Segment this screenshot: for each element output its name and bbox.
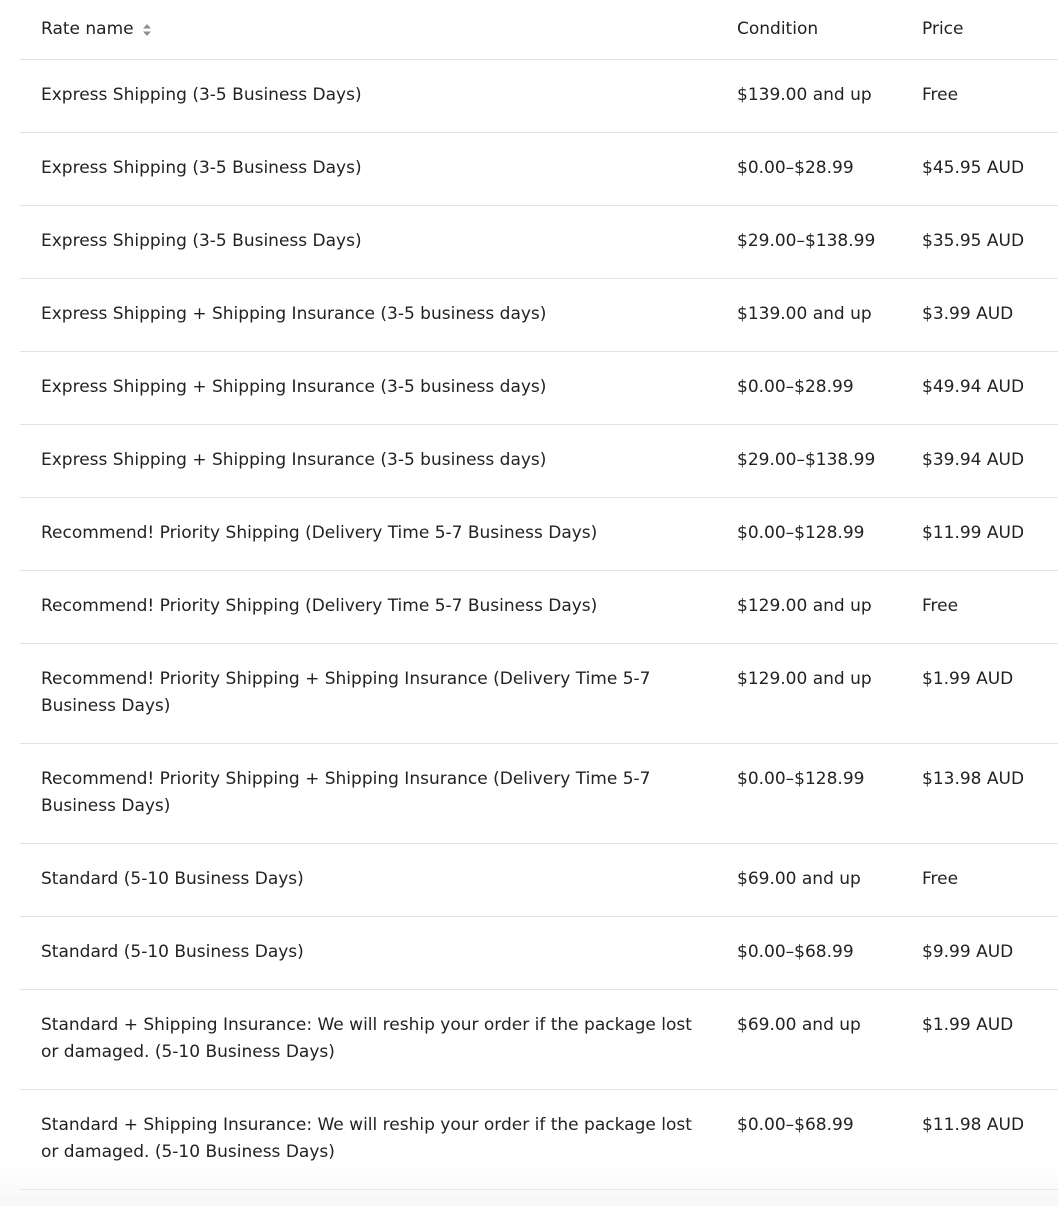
price-cell: $49.94 AUD [922,377,1025,397]
condition-cell: $139.00 and up [737,85,872,105]
condition-cell: $69.00 and up [737,869,861,889]
condition-cell: $0.00–$128.99 [737,769,865,789]
price-cell: $11.99 AUD [922,523,1025,543]
rate-name-cell: Express Shipping + Shipping Insurance (3-5 business days) [41,450,547,470]
condition-cell: $0.00–$128.99 [737,523,865,543]
condition-cell: $69.00 and up [737,1015,861,1035]
rate-name-header[interactable] [20,16,715,43]
table-row[interactable] [20,60,1058,133]
shipping-rates-table [20,0,1058,1190]
price-cell: $39.94 AUD [922,450,1025,470]
condition-cell: $29.00–$138.99 [737,231,876,251]
condition-cell: $0.00–$28.99 [737,158,854,178]
rate-name-cell: Standard (5-10 Business Days) [41,869,304,889]
condition-header: Condition [737,19,819,39]
table-row[interactable] [20,206,1058,279]
condition-cell: $29.00–$138.99 [737,450,876,470]
rate-name-cell: Express Shipping + Shipping Insurance (3-5 business days) [41,304,547,324]
price-cell: $3.99 AUD [922,304,1014,324]
price-cell: $9.99 AUD [922,942,1014,962]
rate-name-cell: Standard + Shipping Insurance: We will reship your order if the package lost or damaged. (5-10 Business Days) [41,1015,692,1062]
rate-name-cell: Recommend! Priority Shipping + Shipping Insurance (Delivery Time 5-7 Business Days) [41,669,651,716]
rate-name-cell: Standard (5-10 Business Days) [41,942,304,962]
condition-cell: $129.00 and up [737,596,872,616]
table-row[interactable] [20,917,1058,990]
table-header-row [20,0,1058,60]
price-cell: $45.95 AUD [922,158,1025,178]
condition-cell: $139.00 and up [737,304,872,324]
table-row[interactable] [20,133,1058,206]
condition-cell: $0.00–$68.99 [737,942,854,962]
table-row[interactable] [20,744,1058,844]
condition-cell: $0.00–$28.99 [737,377,854,397]
table-row[interactable] [20,1090,1058,1190]
rate-name-header-label: Rate name [41,19,134,39]
price-cell: $35.95 AUD [922,231,1025,251]
rate-name-cell: Recommend! Priority Shipping + Shipping Insurance (Delivery Time 5-7 Business Days) [41,769,651,816]
rate-name-cell: Express Shipping (3-5 Business Days) [41,158,362,178]
table-row[interactable] [20,498,1058,571]
price-cell: $11.98 AUD [922,1115,1025,1135]
price-cell: Free [922,869,959,889]
sort-updown-icon[interactable] [142,22,152,38]
rate-name-cell: Express Shipping + Shipping Insurance (3-5 business days) [41,377,547,397]
price-header: Price [922,19,964,39]
table-row[interactable] [20,644,1058,744]
table-row[interactable] [20,425,1058,498]
rate-name-cell: Express Shipping (3-5 Business Days) [41,231,362,251]
table-row[interactable] [20,990,1058,1090]
price-cell: Free [922,85,959,105]
table-row[interactable] [20,844,1058,917]
price-cell: $1.99 AUD [922,669,1014,689]
table-row[interactable] [20,352,1058,425]
price-cell: $1.99 AUD [922,1015,1014,1035]
rate-name-cell: Express Shipping (3-5 Business Days) [41,85,362,105]
rate-name-cell: Standard + Shipping Insurance: We will reship your order if the package lost or damaged. (5-10 Business Days) [41,1115,692,1162]
price-cell: Free [922,596,959,616]
price-cell: $13.98 AUD [922,769,1025,789]
table-row[interactable] [20,279,1058,352]
rate-name-cell: Recommend! Priority Shipping (Delivery Time 5-7 Business Days) [41,523,598,543]
rate-name-cell: Recommend! Priority Shipping (Delivery Time 5-7 Business Days) [41,596,598,616]
condition-cell: $0.00–$68.99 [737,1115,854,1135]
table-row[interactable] [20,571,1058,644]
condition-cell: $129.00 and up [737,669,872,689]
